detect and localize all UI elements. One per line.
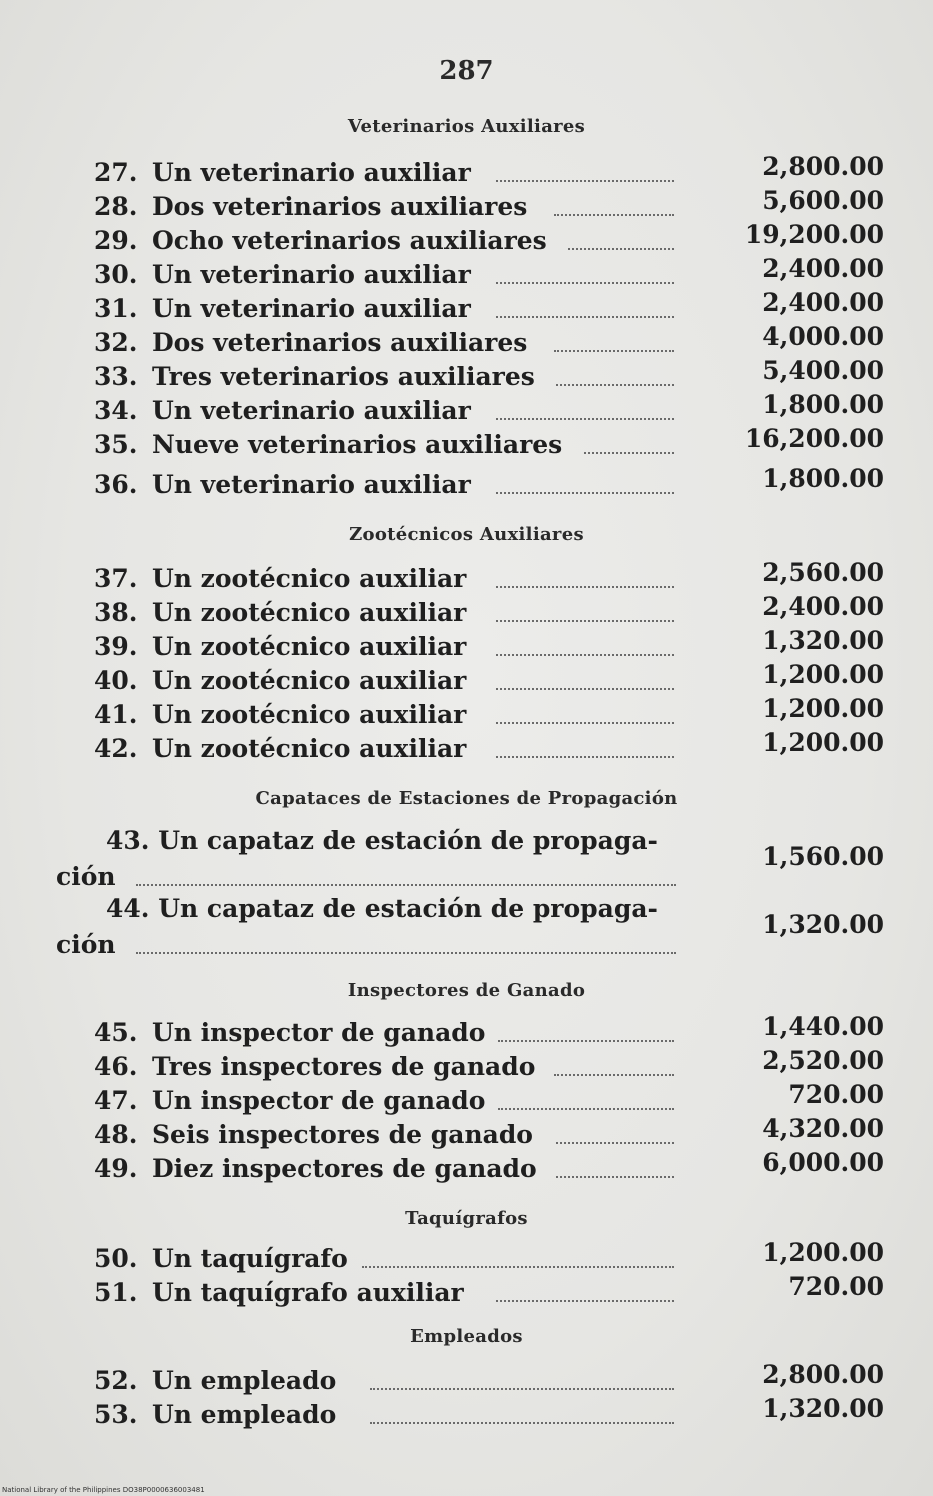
item-number: 52. (94, 1366, 138, 1395)
item-number: 46. (94, 1052, 138, 1081)
item-description: Un inspector de ganado (152, 1018, 486, 1047)
item-description: Diez inspectores de ganado (152, 1154, 537, 1183)
item-amount: 2,400.00 (762, 288, 884, 317)
item-description: Un zootécnico auxiliar (152, 632, 467, 661)
section-heading-taquigrafos: Taquígrafos (405, 1208, 528, 1229)
dot-leader (556, 1142, 674, 1144)
dot-leader (136, 952, 676, 954)
item-number: 51. (94, 1278, 138, 1307)
item-description: Un inspector de ganado (152, 1086, 486, 1115)
item-amount: 1,320.00 (762, 626, 884, 655)
section-heading-inspectores: Inspectores de Ganado (347, 980, 586, 1001)
dot-leader (496, 586, 674, 588)
item-description: Un veterinario auxiliar (152, 158, 471, 187)
dot-leader (554, 214, 674, 216)
item-number: 34. (94, 396, 138, 425)
item-number: 43. (106, 826, 150, 855)
item-amount: 720.00 (788, 1080, 884, 1109)
item-amount: 1,800.00 (762, 390, 884, 419)
list-item (94, 464, 884, 504)
dot-leader (496, 282, 674, 284)
list-item (56, 894, 884, 966)
item-amount: 1,320.00 (762, 910, 884, 939)
dot-leader (496, 620, 674, 622)
dot-leader (496, 654, 674, 656)
dot-leader (496, 418, 674, 420)
dot-leader (370, 1388, 674, 1390)
item-description: Un veterinario auxiliar (152, 294, 471, 323)
item-amount: 1,560.00 (762, 842, 884, 871)
item-amount: 6,000.00 (762, 1148, 884, 1177)
item-description: Un veterinario auxiliar (152, 260, 471, 289)
dot-leader (370, 1422, 674, 1424)
item-number: 47. (94, 1086, 138, 1115)
section-heading-empleados: Empleados (410, 1326, 523, 1347)
item-description: Un zootécnico auxiliar (152, 700, 467, 729)
item-number: 40. (94, 666, 138, 695)
item-amount: 1,440.00 (762, 1012, 884, 1041)
item-amount: 5,600.00 (762, 186, 884, 215)
item-amount: 5,400.00 (762, 356, 884, 385)
item-amount: 1,200.00 (762, 1238, 884, 1267)
item-amount: 4,000.00 (762, 322, 884, 351)
dot-leader (362, 1266, 674, 1268)
dot-leader (498, 1040, 674, 1042)
dot-leader (498, 1108, 674, 1110)
item-description: Tres inspectores de ganado (152, 1052, 536, 1081)
dot-leader (496, 180, 674, 182)
item-number: 41. (94, 700, 138, 729)
dot-leader (584, 452, 674, 454)
item-description: Un zootécnico auxiliar (152, 564, 467, 593)
item-number: 48. (94, 1120, 138, 1149)
item-amount: 2,800.00 (762, 152, 884, 181)
item-amount: 2,560.00 (762, 558, 884, 587)
item-description: 43. Un capataz de estación de propaga- (106, 826, 658, 855)
item-description: Un empleado (152, 1400, 337, 1429)
dot-leader (556, 384, 674, 386)
item-number: 27. (94, 158, 138, 187)
item-number: 32. (94, 328, 138, 357)
list-item (94, 424, 884, 464)
dot-leader (556, 1176, 674, 1178)
item-amount: 4,320.00 (762, 1114, 884, 1143)
item-description: Ocho veterinarios auxiliares (152, 226, 547, 255)
item-number: 44. (106, 894, 150, 923)
item-description: Dos veterinarios auxiliares (152, 192, 528, 221)
item-amount: 19,200.00 (744, 220, 884, 249)
dot-leader (496, 688, 674, 690)
item-number: 28. (94, 192, 138, 221)
list-item (94, 1272, 884, 1312)
list-item (56, 826, 884, 898)
page-number: 287 (439, 56, 494, 86)
item-number: 36. (94, 470, 138, 499)
section-heading-capataces: Capataces de Estaciones de Propagación (255, 788, 678, 809)
item-description: Un zootécnico auxiliar (152, 734, 467, 763)
item-description: Un veterinario auxiliar (152, 470, 471, 499)
item-number: 45. (94, 1018, 138, 1047)
item-number: 50. (94, 1244, 138, 1273)
dot-leader (554, 350, 674, 352)
item-number: 38. (94, 598, 138, 627)
item-number: 31. (94, 294, 138, 323)
list-item (94, 1148, 884, 1188)
dot-leader (136, 884, 676, 886)
item-description: 44. Un capataz de estación de propaga- (106, 894, 658, 923)
item-amount: 2,400.00 (762, 254, 884, 283)
item-description: Un taquígrafo (152, 1244, 348, 1273)
item-amount: 1,200.00 (762, 728, 884, 757)
item-description: Un veterinario auxiliar (152, 396, 471, 425)
item-number: 53. (94, 1400, 138, 1429)
item-description: Dos veterinarios auxiliares (152, 328, 528, 357)
footer-watermark: National Library of the Philippines DO38P0000636003481 (2, 1486, 205, 1494)
item-description-continued: ción (56, 862, 116, 891)
item-number: 39. (94, 632, 138, 661)
item-amount: 1,800.00 (762, 464, 884, 493)
item-number: 33. (94, 362, 138, 391)
item-description: Un zootécnico auxiliar (152, 598, 467, 627)
item-description-continued: ción (56, 930, 116, 959)
item-number: 42. (94, 734, 138, 763)
item-amount: 16,200.00 (744, 424, 884, 453)
section-heading-veterinarios: Veterinarios Auxiliares (347, 116, 586, 137)
dot-leader (496, 1300, 674, 1302)
dot-leader (496, 722, 674, 724)
item-amount: 1,200.00 (762, 660, 884, 689)
dot-leader (496, 316, 674, 318)
item-amount: 2,800.00 (762, 1360, 884, 1389)
item-description: Seis inspectores de ganado (152, 1120, 533, 1149)
item-description: Un empleado (152, 1366, 337, 1395)
dot-leader (496, 492, 674, 494)
item-amount: 2,400.00 (762, 592, 884, 621)
item-amount: 2,520.00 (762, 1046, 884, 1075)
section-heading-zootecnicos: Zootécnicos Auxiliares (349, 524, 584, 545)
item-number: 35. (94, 430, 138, 459)
item-amount: 1,320.00 (762, 1394, 884, 1423)
item-description: Un taquígrafo auxiliar (152, 1278, 464, 1307)
item-description: Nueve veterinarios auxiliares (152, 430, 563, 459)
item-description: Tres veterinarios auxiliares (152, 362, 535, 391)
item-number: 29. (94, 226, 138, 255)
item-amount: 1,200.00 (762, 694, 884, 723)
dot-leader (554, 1074, 674, 1076)
item-number: 30. (94, 260, 138, 289)
item-amount: 720.00 (788, 1272, 884, 1301)
item-number: 49. (94, 1154, 138, 1183)
item-number: 37. (94, 564, 138, 593)
dot-leader (496, 756, 674, 758)
list-item (94, 1394, 884, 1434)
item-description: Un zootécnico auxiliar (152, 666, 467, 695)
list-item (94, 728, 884, 768)
dot-leader (568, 248, 674, 250)
